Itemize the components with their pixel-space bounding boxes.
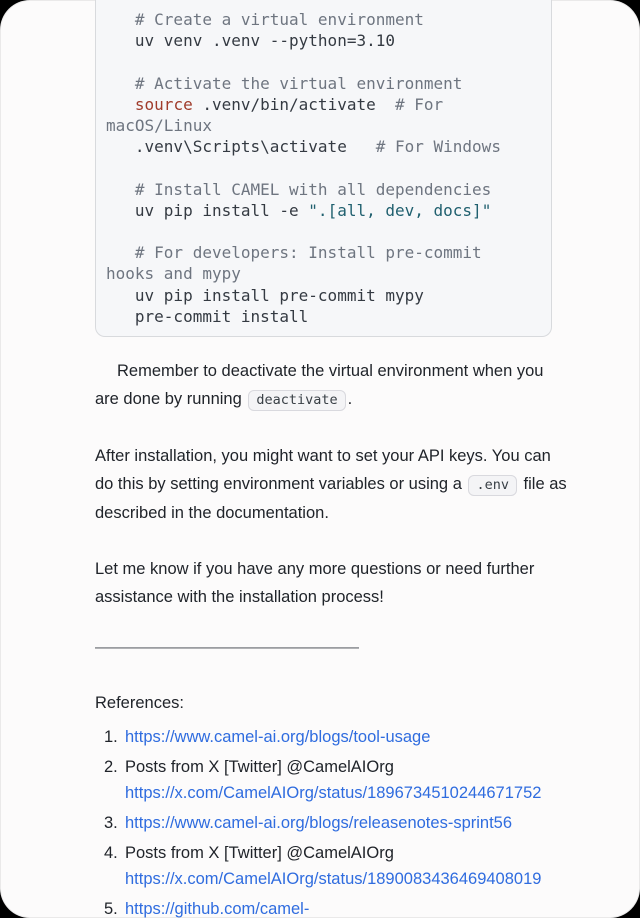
reference-link[interactable]: https://x.com/CamelAIOrg/status/1896734510244671752 <box>125 784 542 802</box>
code-block <box>95 0 552 337</box>
reference-number: 1. <box>104 728 118 746</box>
code-line <box>106 51 541 72</box>
paragraph: Let me know if you have any more questions or need further assistance with the installation process! <box>95 560 535 606</box>
reference-link[interactable]: https://www.camel-ai.org/blogs/tool-usage <box>125 728 431 746</box>
code-line: # Create a virtual environment <box>106 10 424 29</box>
reference-number: 4. <box>104 844 118 862</box>
inline-code-chip: deactivate <box>248 390 345 411</box>
reference-item <box>95 840 607 892</box>
code-line: .venv\Scripts\activate # For Windows <box>106 137 501 157</box>
reference-text: Posts from X [Twitter] @CamelAIOrg <box>125 758 394 776</box>
reference-link[interactable]: https://x.com/CamelAIOrg/status/1890083436469408019 <box>125 870 542 888</box>
references-list <box>95 724 607 918</box>
code-line: # Activate the virtual environment <box>106 73 463 93</box>
code-line: hooks and mypy <box>106 264 241 284</box>
divider-line: ———————————————— <box>95 638 359 656</box>
reference-link[interactable]: https://www.camel-ai.org/blogs/releasenotes-sprint56 <box>125 814 513 832</box>
paragraph: After installation, you might want to set your API keys. You can do this by setting environment variables or using a .env file as described in the documentation. <box>95 447 567 522</box>
code-line: source .venv/bin/activate # For <box>134 94 444 114</box>
message-content <box>95 0 607 918</box>
message-paragraphs <box>95 357 607 611</box>
reference-number: 5. <box>104 900 118 918</box>
code-line: uv venv .venv --python=3.10 <box>106 31 395 51</box>
code-line <box>106 221 541 242</box>
code-line: uv pip install pre-commit mypy <box>106 285 424 305</box>
code-line: # For developers: Install pre-commit <box>106 243 482 263</box>
reference-item <box>95 896 607 918</box>
code-line: pre-commit install <box>106 306 309 326</box>
reference-item <box>95 810 607 836</box>
code-line: # Install CAMEL with all dependencies <box>106 179 492 199</box>
references-label: References: <box>95 694 184 712</box>
reference-number: 3. <box>104 814 118 832</box>
paragraph: Remember to deactivate the virtual environment when you are done by running deactivate . <box>95 357 597 414</box>
inline-code-chip: .env <box>468 475 517 496</box>
reference-text: Posts from X [Twitter] @CamelAIOrg <box>125 844 394 862</box>
code-line <box>106 157 541 178</box>
code-line: macOS/Linux <box>106 116 212 135</box>
reference-item <box>95 724 607 750</box>
reference-link[interactable]: https://github.com/camel- <box>125 900 310 918</box>
code-line: uv pip install -e ".[all, dev, docs]" <box>106 200 492 220</box>
reference-item <box>95 754 607 806</box>
reference-number: 2. <box>104 758 118 776</box>
